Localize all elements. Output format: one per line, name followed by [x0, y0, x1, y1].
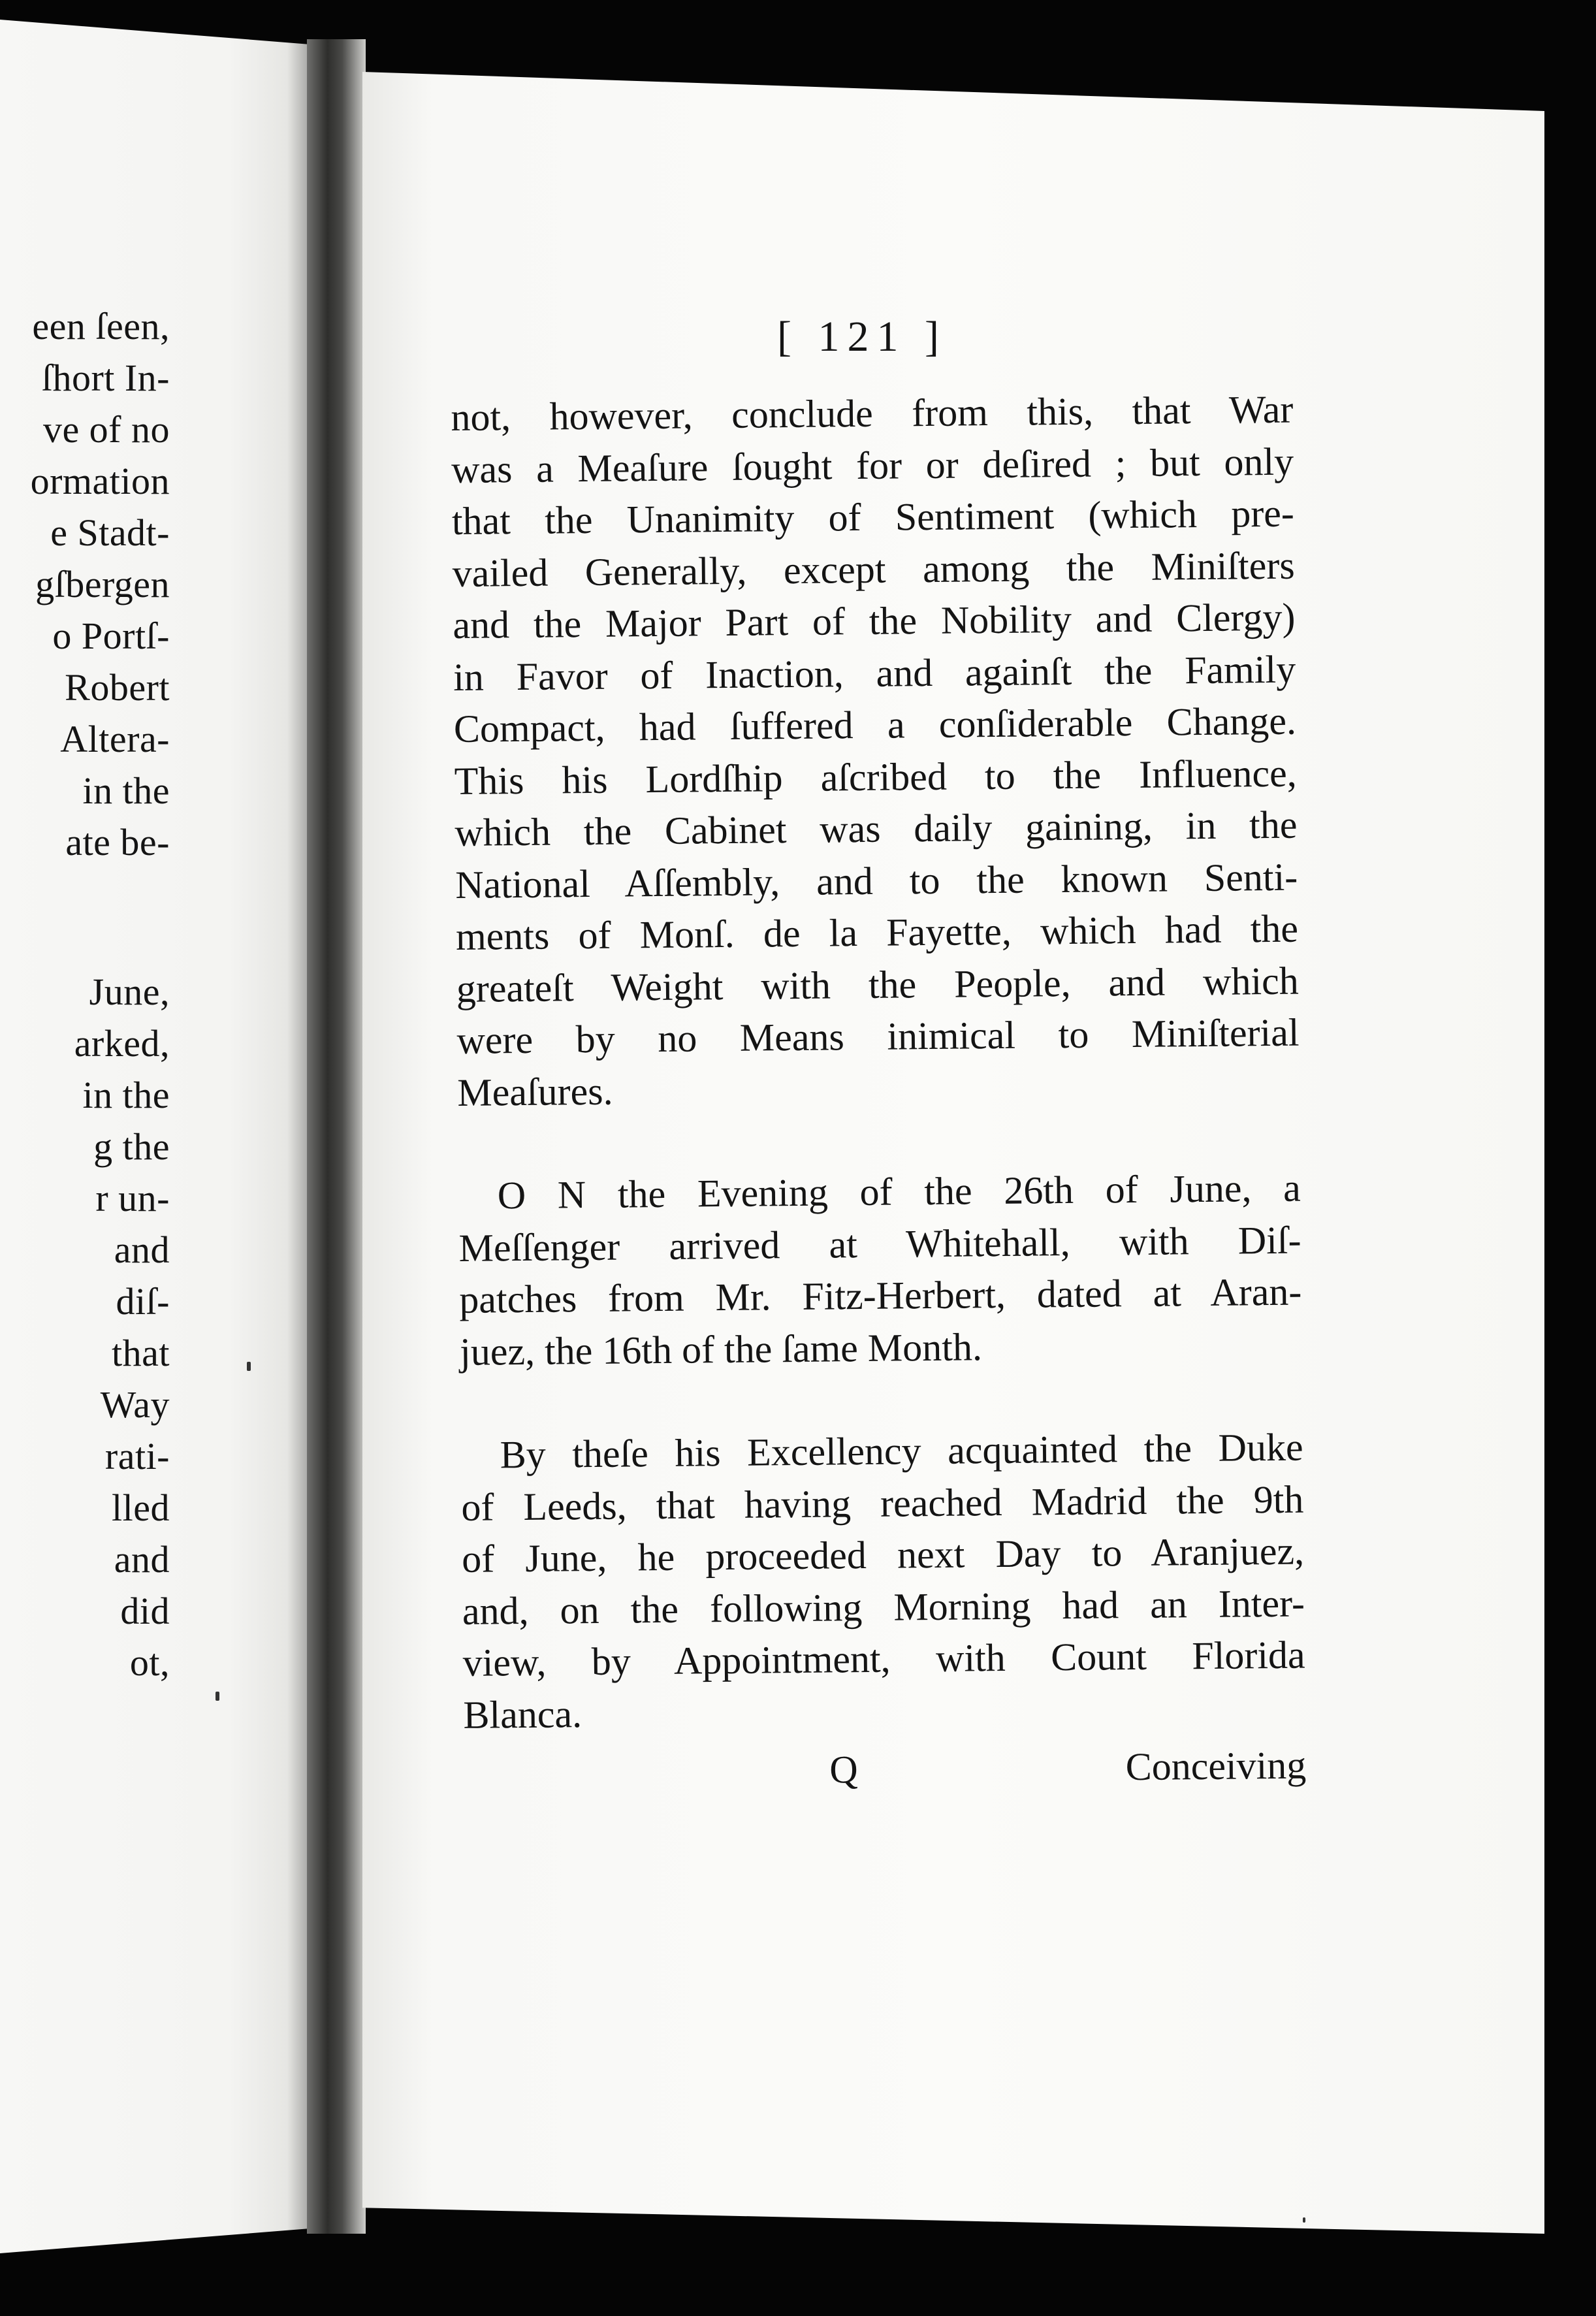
text-line: Meaſures.	[456, 1069, 613, 1114]
text-line: that the Unanimity of Sentiment (which pre-	[451, 491, 1295, 543]
footer-line	[464, 1740, 1307, 1800]
book-gutter	[307, 39, 366, 2234]
page-number: [ 121 ]	[777, 313, 947, 361]
print-speck	[215, 1692, 219, 1701]
left-fragment: ate be-	[65, 821, 170, 863]
left-fragment: and	[114, 1538, 170, 1581]
left-fragment: and	[114, 1229, 170, 1271]
left-paragraph-gap	[0, 868, 170, 966]
paragraph	[451, 384, 1300, 1119]
left-fragment: ot,	[129, 1641, 170, 1684]
paragraph	[460, 1422, 1303, 1482]
left-fragment: did	[120, 1590, 170, 1632]
text-line: This his Lordſhip aſcribed to the Influence,	[454, 751, 1297, 803]
text-line: were by no Means inimical to Miniſterial	[456, 1010, 1300, 1062]
left-fragment: Way	[100, 1383, 170, 1426]
left-fragment: r un-	[95, 1177, 170, 1219]
paragraph	[458, 1163, 1301, 1223]
left-fragment: e Stadt-	[50, 511, 170, 554]
paragraph-gap	[460, 1370, 1303, 1430]
text-line: was a Meaſure ſought for or deſired ; but only	[451, 440, 1294, 491]
left-fragment: in the	[82, 1074, 170, 1116]
text-line: of June, he proceeded next Day to Aranjuez,	[461, 1529, 1305, 1581]
text-line: vailed Generally, except among the Miniſters	[452, 543, 1295, 595]
text-line: juez, the 16th of the ſame Month.	[459, 1325, 983, 1374]
left-fragment: gſbergen	[35, 563, 170, 605]
text-line: ments of Monſ. de la Fayette, which had the	[455, 907, 1299, 958]
paragraph-continuation	[458, 1214, 1302, 1378]
text-line: Compact, had ſuffered a conſiderable Change.	[453, 699, 1297, 750]
left-fragment: diſ-	[116, 1280, 170, 1323]
left-fragment: arked,	[74, 1022, 170, 1065]
text-line: which the Cabinet was daily gaining, in the	[455, 803, 1298, 854]
text-line: Meſſenger arrived at Whitehall, with Diſ-	[458, 1218, 1301, 1270]
catchword: Conceiving	[1125, 1743, 1307, 1789]
left-fragment: ormation	[30, 460, 170, 502]
left-fragment: ſhort In-	[41, 357, 170, 399]
left-fragment: Altera-	[60, 718, 170, 760]
text-line: and the Major Part of the Nobility and Clergy)	[453, 595, 1296, 647]
page-body	[451, 384, 1307, 1800]
text-line: of Leeds, that having reached Madrid the 9th	[461, 1477, 1304, 1529]
text-line: in Favor of Inaction, and againſt the Family	[453, 647, 1296, 699]
left-fragment: lled	[112, 1487, 170, 1529]
text-line: patches from Mr. Fitz-Herbert, dated at Aran-	[459, 1270, 1302, 1321]
text-line: and, on the following Morning had an Inter-	[462, 1581, 1305, 1633]
text-line: National Aſſembly, and to the known Senti-	[455, 855, 1298, 907]
signature-mark: Q	[829, 1748, 858, 1792]
left-fragment: June,	[89, 971, 170, 1013]
left-fragment: g the	[93, 1125, 170, 1168]
left-fragment: in the	[82, 769, 170, 812]
left-fragment: een ſeen,	[32, 305, 170, 347]
left-fragment: Robert	[65, 666, 170, 709]
left-fragment: o Portſ-	[52, 615, 170, 657]
paragraph-continuation	[461, 1473, 1306, 1741]
print-speck	[247, 1362, 251, 1371]
paragraph-gap	[458, 1111, 1301, 1170]
text-line: not, however, conclude from this, that War	[451, 387, 1294, 439]
text-line: view, by Appointment, with Count Florida	[462, 1633, 1305, 1684]
text-line: greateſt Weight with the People, and which	[456, 959, 1300, 1010]
previous-page-text	[0, 300, 170, 1688]
left-fragment: rati-	[104, 1435, 170, 1477]
left-fragment: that	[112, 1332, 170, 1374]
left-fragment: ve of no	[42, 408, 170, 451]
text-line: O N the Evening of the 26th of June, a	[497, 1166, 1301, 1217]
text-line: By theſe his Excellency acquainted the Duke	[500, 1425, 1303, 1477]
print-speck	[1303, 2217, 1305, 2223]
text-line: Blanca.	[463, 1692, 583, 1737]
